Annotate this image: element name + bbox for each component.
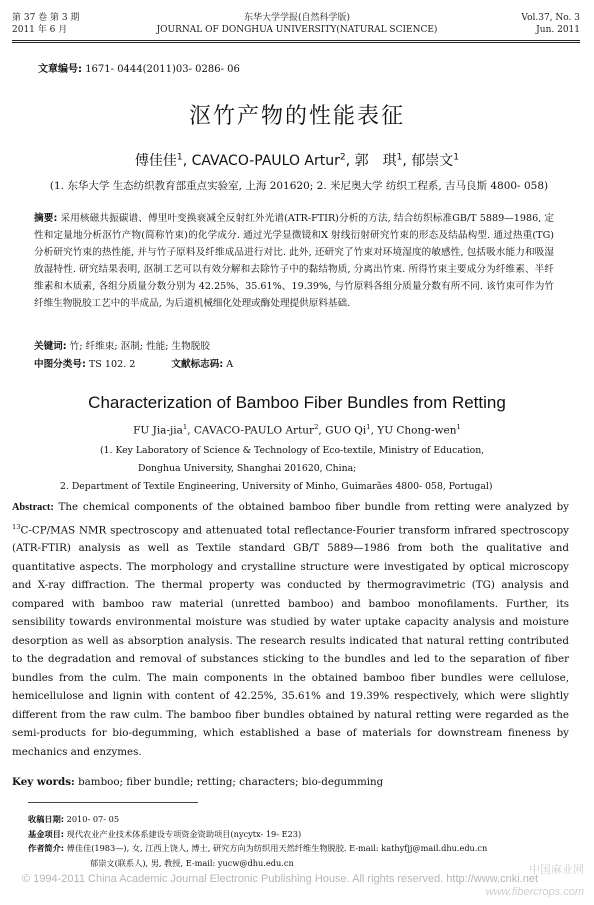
article-number-label: 文章编号: (38, 64, 82, 75)
author-cn-3-affil: 1 (396, 152, 403, 163)
article-number-value: 1671- 0444(2011)03- 0286- 06 (85, 64, 240, 75)
header-issue-line: Vol.37, No. 3 (521, 13, 580, 23)
fund-label: 基金项目: (28, 828, 65, 839)
received-label: 收稿日期: (28, 814, 65, 824)
author-cn-4-affil: 1 (453, 152, 460, 163)
authors-cn (0, 150, 594, 170)
watermark-site-name: 中国麻业网 (529, 864, 584, 876)
author-en-3-affil: 1 (366, 423, 371, 431)
doc-code-value: A (223, 359, 234, 370)
keywords-en-label: Key words: (12, 776, 75, 788)
footnote-author (28, 841, 568, 856)
author-cn-4: , 郁崇文 (402, 153, 454, 169)
author-bio-2: 郁崇文(联系人), 男, 教授, E-mail: yucw@dhu.edu.cn (90, 857, 294, 868)
header-issue-date: Jun. 2011 (536, 25, 580, 35)
footnote-received (28, 812, 568, 827)
abstract-cn-label: 摘要: (34, 213, 58, 224)
affiliation-en (60, 442, 560, 496)
author-en-3: , GUO Qi (318, 424, 367, 437)
header-journal (0, 12, 594, 36)
doc-code-label: 文献标志码: (171, 359, 224, 370)
footnote-fund (28, 827, 568, 842)
journal-name-en: JOURNAL OF DONGHUA UNIVERSITY(NATURAL SCIENCE) (156, 25, 438, 35)
watermark-url: www.fibercrops.com (485, 886, 584, 898)
keywords-cn (34, 338, 210, 352)
abstract-en-superscript: 13 (12, 522, 21, 531)
copyright-notice: © 1994-2011 China Academic Journal Electronic Publishing House. All rights reserved. http://www.cnki.net (22, 873, 539, 885)
keywords-en (12, 776, 383, 788)
article-number (38, 60, 240, 75)
classification-label: 中图分类号: (34, 359, 86, 370)
header-issue (521, 12, 580, 36)
keywords-cn-text: 竹; 纤维束; 沤制; 性能; 生物脱胶 (66, 341, 210, 352)
author-bio-1: 傅佳佳(1983—), 女, 江西上饶人, 博士, 研究方向为纺织用天然纤维生物脱胶. E-mail: kathyfjj@mail.dhu.edu.cn (64, 843, 488, 853)
abstract-cn (34, 210, 554, 312)
author-cn-3: , 郭 琪 (345, 153, 397, 169)
author-en-1: FU Jia-jia (133, 424, 183, 437)
title-cn: 沤竹产物的性能表征 (188, 104, 405, 129)
fund-text: 现代农业产业技术体系建设专项资金资助项目(nycytx- 19- E23) (64, 828, 302, 839)
author-cn-2-affil: 2 (339, 152, 346, 163)
header-rule-secondary (12, 42, 580, 43)
abstract-en-text-1: The chemical components of the obtained bamboo fiber bundle from retting were analyzed by (53, 501, 569, 513)
abstract-en-label: Abstract: (12, 502, 54, 513)
author-cn-1: 傅佳佳 (134, 153, 177, 169)
abstract-cn-text: 采用核磁共振碳谱、傅里叶变换衰减全反射红外光谱(ATR-FTIR)分析的方法, 结合纺织标准GB/T 5889—1986, 定性和定量地分析沤竹产物(简称竹束)的化学成分. 通过光学显微镜和X 射线衍射研究竹束的形态及结晶构型. 通过热重(TG)分析研究竹束的热性能, 并与竹子原料及纤维成品进行对比. 此外, 还研究了竹束对环境湿度的敏感性, 包括吸水能力和吸湿放湿特性. 研究结果表明, 沤制工艺可以有效分解和去除竹子中的黏结物质, 分离出竹束. 所得竹束主要成分为纤维素、半纤维素和木质素, 各组分质量分数分别为 42.25%、35.61%、19.39%, 与竹原料各组分质量分数有所不同. 该竹束可作为竹纤维生物脱胶工艺中的半成品, 为后道机械细化处理或酶处理提供原料基础. (34, 213, 555, 309)
title-en: Characterization of Bamboo Fiber Bundles from Retting (88, 393, 506, 412)
author-bio-label: 作者简介: (28, 843, 65, 853)
header-date-line: 2011 年 6 月 (12, 25, 68, 35)
keywords-en-text: bamboo; fiber bundle; retting; characters; bio-degumming (74, 776, 384, 788)
author-en-1-affil: 1 (182, 423, 188, 431)
footnote (28, 812, 568, 870)
author-en-4-affil: 1 (456, 423, 461, 431)
keywords-cn-label: 关键词: (34, 341, 67, 352)
affiliation-en-line-1: (1. Key Laboratory of Science & Technology of Eco-textile, Ministry of Education, (100, 445, 485, 456)
classification-cn (34, 356, 233, 370)
authors-en (0, 423, 594, 437)
author-cn-1-affil: 1 (176, 152, 183, 163)
affiliation-en-line-2: Donghua University, Shanghai 201620, China; (138, 463, 357, 474)
abstract-en-text-2: C-CP/MAS NMR spectroscopy and attenuated total reflectance-Fourier transform infrared spectroscopy (ATR-FTIR) analysis as well as Textile standard GB/T 5889—1986 from both the qualitative and quantitative aspects. The morphology and crystalline structure were investigated by optical microscopy and X-ray diffraction. The thermal property was conducted by thermogravimetric (TG) analysis and compared with bamboo raw material (unretted bamboo) and bamboo monofilaments. Further, its sensibility towards environmental moisture was studied by water uptake capacity analysis and moisture desorption as well as absorption analysis. The research results indicated that natural retting contributed to the degradation and removal of substances sticking to the bundles and led to the separation of fiber bundles from the culm. The main components in the obtained bamboo fiber bundles were cellulose, hemicellulose and lignin with content of 42.25%, 35.61% and 19.39% respectively, which were slightly different from the raw culm. The bamboo fiber bundles obtained by natural retting were regarded as the semi-products for bio-degumming, which established a base of materials for downstream fineness by mechanics and enzymes. (12, 523, 569, 758)
affiliation-cn: (1. 东华大学 生态纺织教育部重点实验室, 上海 201620; 2. 米尼奥大学 纺织工程系, 吉马良斯 4800- 058) (49, 180, 549, 192)
author-en-4: , YU Chong-wen (370, 424, 457, 437)
header-volume-line: 第 37 卷 第 3 期 (12, 13, 80, 23)
abstract-en (12, 498, 569, 761)
author-en-2: , CAVACO-PAULO Artur (187, 424, 315, 437)
journal-name-cn: 东华大学学报(自然科学版) (243, 13, 351, 23)
affiliation-en-line-3: 2. Department of Textile Engineering, University of Minho, Guimarães 4800- 058, Portugal) (60, 481, 493, 492)
author-cn-2: , CAVACO-PAULO Artur (182, 153, 340, 169)
author-en-2-affil: 2 (314, 423, 319, 431)
header-rule (12, 40, 580, 41)
classification-value: TS 102. 2 (85, 359, 136, 370)
received-date: 2010- 07- 05 (64, 814, 120, 824)
footnote-rule (28, 802, 198, 803)
